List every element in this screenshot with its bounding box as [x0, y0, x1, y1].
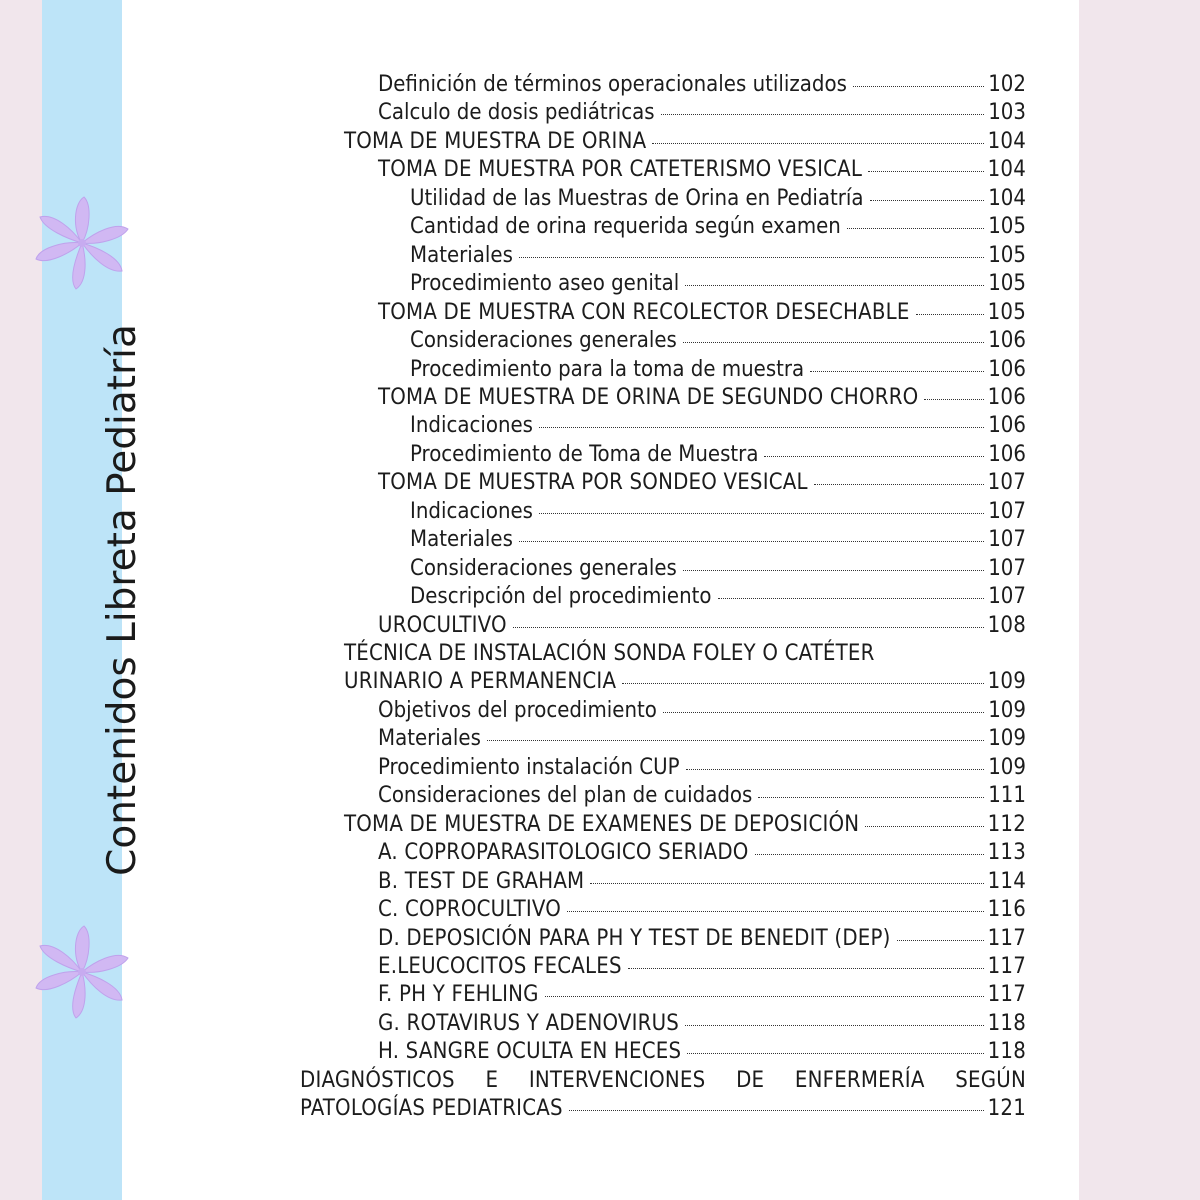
toc-leader-dots: [853, 86, 984, 87]
toc-entry[interactable]: [378, 897, 1026, 926]
toc-page-number: 105: [988, 214, 1026, 240]
toc-page-number: 109: [988, 754, 1026, 780]
toc-leader-dots: [685, 285, 984, 286]
toc-leader-dots: [810, 371, 984, 372]
toc-entry[interactable]: [410, 584, 1026, 613]
sidebar-title: Contenidos Libreta Pediatría: [100, 324, 145, 876]
toc-entry-word: ENFERMERÍA: [794, 1067, 925, 1093]
toc-entry-title: Utilidad de las Muestras de Orina en Pediatría: [410, 185, 864, 211]
toc-entry[interactable]: [378, 783, 1026, 812]
toc-entry[interactable]: [378, 300, 1026, 329]
toc-page-number: 117: [987, 953, 1026, 979]
toc-entry-title: Materiales: [378, 726, 481, 752]
toc-leader-dots: [519, 257, 984, 258]
toc-page-number: 103: [988, 100, 1026, 126]
toc-entry[interactable]: [410, 413, 1026, 442]
toc-entry[interactable]: [410, 243, 1026, 272]
toc-entry-word: SEGÚN: [955, 1067, 1026, 1093]
toc-entry[interactable]: [410, 556, 1026, 585]
toc-page-number: 107: [988, 527, 1026, 553]
toc-page-number: 118: [987, 1010, 1026, 1036]
toc-leader-dots: [755, 854, 984, 855]
toc-leader-dots: [718, 598, 985, 599]
toc-entry[interactable]: [410, 271, 1026, 300]
toc-leader-dots: [868, 171, 984, 172]
toc-entry-title: TOMA DE MUESTRA DE EXAMENES DE DEPOSICIÓN: [344, 811, 860, 837]
toc-page-number: 109: [988, 726, 1026, 752]
toc-entry[interactable]: [300, 1096, 1026, 1125]
toc-leader-dots: [764, 456, 984, 457]
toc-entry-title: B. TEST DE GRAHAM: [378, 868, 585, 894]
toc-entry[interactable]: [344, 669, 1026, 698]
toc-leader-dots: [652, 143, 983, 144]
toc-leader-dots: [663, 712, 984, 713]
toc-leader-dots: [513, 627, 984, 628]
toc-page-number: 114: [987, 868, 1026, 894]
toc-entry[interactable]: [378, 954, 1026, 983]
toc-entry[interactable]: [378, 840, 1026, 869]
toc-page-number: 117: [987, 982, 1026, 1008]
toc-entry-title: TOMA DE MUESTRA POR CATETERISMO VESICAL: [378, 157, 863, 183]
toc-entry[interactable]: [300, 1068, 1026, 1097]
toc-entry-title: Consideraciones generales: [410, 555, 677, 581]
toc-entry[interactable]: [410, 186, 1026, 215]
toc-page-number: 111: [988, 783, 1026, 809]
toc-entry-title: H. SANGRE OCULTA EN HECES: [378, 1039, 682, 1065]
toc-page-number: 106: [988, 441, 1026, 467]
toc-leader-dots: [683, 570, 984, 571]
toc-entry[interactable]: [410, 499, 1026, 528]
toc-entry-word: DE: [736, 1067, 765, 1093]
toc-leader-dots: [622, 683, 983, 684]
toc-leader-dots: [545, 996, 984, 997]
toc-leader-dots: [758, 797, 984, 798]
toc-page-number: 116: [987, 897, 1026, 923]
toc-entry-title: Materiales: [410, 242, 513, 268]
toc-leader-dots: [870, 200, 985, 201]
toc-entry-title: D. DEPOSICIÓN PARA PH Y TEST DE BENEDIT (DEP): [378, 925, 891, 951]
toc-page-number: 105: [988, 242, 1026, 268]
toc-page-number: 106: [987, 384, 1026, 410]
toc-page-number: 107: [988, 584, 1026, 610]
toc-leader-dots: [924, 399, 983, 400]
toc-page-number: 118: [987, 1039, 1026, 1065]
toc-entry-title: TOMA DE MUESTRA DE ORINA DE SEGUNDO CHORRO: [378, 384, 919, 410]
toc-entry-title: Procedimiento instalación CUP: [378, 754, 680, 780]
sidebar-strip: [42, 0, 145, 1200]
toc-page-number: 113: [987, 840, 1026, 866]
toc-entry-word: DIAGNÓSTICOS: [300, 1067, 455, 1093]
toc-entry-title: Procedimiento aseo genital: [410, 271, 680, 297]
toc-page-number: 109: [987, 669, 1026, 695]
toc-entry[interactable]: [378, 157, 1026, 186]
toc-entry-title: Indicaciones: [410, 413, 533, 439]
toc-leader-dots: [685, 1025, 984, 1026]
toc-entry-title: A. COPROPARASITOLOGICO SERIADO: [378, 840, 749, 866]
toc-leader-dots: [628, 968, 984, 969]
toc-entry-title: Procedimiento para la toma de muestra: [410, 356, 805, 382]
toc-leader-dots: [569, 1110, 984, 1111]
toc-entry-word: E: [485, 1067, 499, 1093]
toc-page-number: 107: [988, 555, 1026, 581]
toc-entry[interactable]: [378, 100, 1026, 129]
toc-entry[interactable]: [378, 72, 1026, 101]
toc-page-number: 104: [988, 185, 1026, 211]
toc-entry[interactable]: [344, 812, 1026, 841]
toc-leader-dots: [487, 740, 984, 741]
toc-leader-dots: [814, 484, 984, 485]
toc-leader-dots: [865, 826, 983, 827]
toc-entry-title: G. ROTAVIRUS Y ADENOVIRUS: [378, 1010, 680, 1036]
toc-leader-dots: [683, 342, 984, 343]
toc-entry-title: Definición de términos operacionales utilizados: [378, 72, 847, 97]
toc-entry[interactable]: [378, 726, 1026, 755]
toc-entry-title: Descripción del procedimiento: [410, 584, 712, 610]
toc-page-number: 107: [987, 470, 1026, 496]
toc-entry[interactable]: [378, 698, 1026, 727]
toc-entry-title: [300, 1068, 1026, 1093]
toc-page-number: 102: [988, 72, 1026, 97]
toc-entry-title: Materiales: [410, 527, 513, 553]
toc-leader-dots: [897, 940, 984, 941]
toc-entry[interactable]: [344, 641, 1026, 670]
toc-entry-title: Calculo de dosis pediátricas: [378, 100, 655, 126]
toc-entry-title: Consideraciones del plan de cuidados: [378, 783, 753, 809]
toc-entry[interactable]: [378, 470, 1026, 499]
toc-entry-title: E.LEUCOCITOS FECALES: [378, 953, 622, 979]
toc-entry-title: TOMA DE MUESTRA CON RECOLECTOR DESECHABLE: [378, 299, 910, 325]
toc-page-number: 104: [987, 157, 1026, 183]
toc-leader-dots: [567, 911, 984, 912]
toc-entry[interactable]: [410, 527, 1026, 556]
toc-entry-title: Procedimiento de Toma de Muestra: [410, 441, 759, 467]
toc-page-number: 106: [988, 356, 1026, 382]
toc-entry-title: TOMA DE MUESTRA POR SONDEO VESICAL: [378, 470, 808, 496]
toc-entry[interactable]: [378, 926, 1026, 955]
toc-entry[interactable]: [410, 328, 1026, 357]
toc-leader-dots: [539, 513, 984, 514]
toc-entry[interactable]: [378, 613, 1026, 642]
toc-entry-title: URINARIO A PERMANENCIA: [344, 669, 617, 695]
toc-entry-title: C. COPROCULTIVO: [378, 897, 562, 923]
toc-page-number: 117: [987, 925, 1026, 951]
toc-page-number: 106: [988, 328, 1026, 354]
toc-leader-dots: [590, 883, 983, 884]
toc-entry[interactable]: [378, 1011, 1026, 1040]
toc-entry-title: UROCULTIVO: [378, 612, 507, 638]
toc-entry-title: TÉCNICA DE INSTALACIÓN SONDA FOLEY O CATÉTER: [344, 641, 875, 666]
toc-entry-title: Cantidad de orina requerida según examen: [410, 214, 841, 240]
toc-entry-word: INTERVENCIONES: [528, 1067, 706, 1093]
toc-page-number: 105: [987, 299, 1026, 325]
toc-page-number: 105: [988, 271, 1026, 297]
toc-entry-title: TOMA DE MUESTRA DE ORINA: [344, 128, 647, 154]
toc-entry[interactable]: [410, 442, 1026, 471]
toc-page-number: 104: [987, 128, 1026, 154]
toc-entry[interactable]: [378, 755, 1026, 784]
toc-entry[interactable]: [378, 385, 1026, 414]
toc-page-number: 109: [988, 697, 1026, 723]
toc-entry[interactable]: [410, 357, 1026, 386]
toc-entry-title: Objetivos del procedimiento: [378, 697, 657, 723]
toc-entry[interactable]: [410, 214, 1026, 243]
toc-entry[interactable]: [344, 129, 1026, 158]
toc-entry-title: F. PH Y FEHLING: [378, 982, 539, 1008]
toc-leader-dots: [686, 769, 985, 770]
toc-leader-dots: [519, 541, 984, 542]
toc-page-number: 112: [987, 811, 1026, 837]
toc-entry[interactable]: [378, 1039, 1026, 1068]
toc-leader-dots: [687, 1053, 983, 1054]
toc-page-number: 107: [988, 498, 1026, 524]
toc-entry-title: Indicaciones: [410, 498, 533, 524]
toc-page-number: 106: [988, 413, 1026, 439]
toc-leader-dots: [847, 228, 984, 229]
toc-entry[interactable]: [378, 982, 1026, 1011]
toc-page-number: 108: [987, 612, 1026, 638]
toc-entry-title: Consideraciones generales: [410, 328, 677, 354]
toc-leader-dots: [916, 314, 984, 315]
toc-page-number: 121: [987, 1096, 1026, 1122]
toc-entry[interactable]: [378, 869, 1026, 898]
toc-leader-dots: [661, 114, 985, 115]
toc-leader-dots: [539, 427, 984, 428]
toc-entry-title: PATOLOGÍAS PEDIATRICAS: [300, 1096, 563, 1122]
